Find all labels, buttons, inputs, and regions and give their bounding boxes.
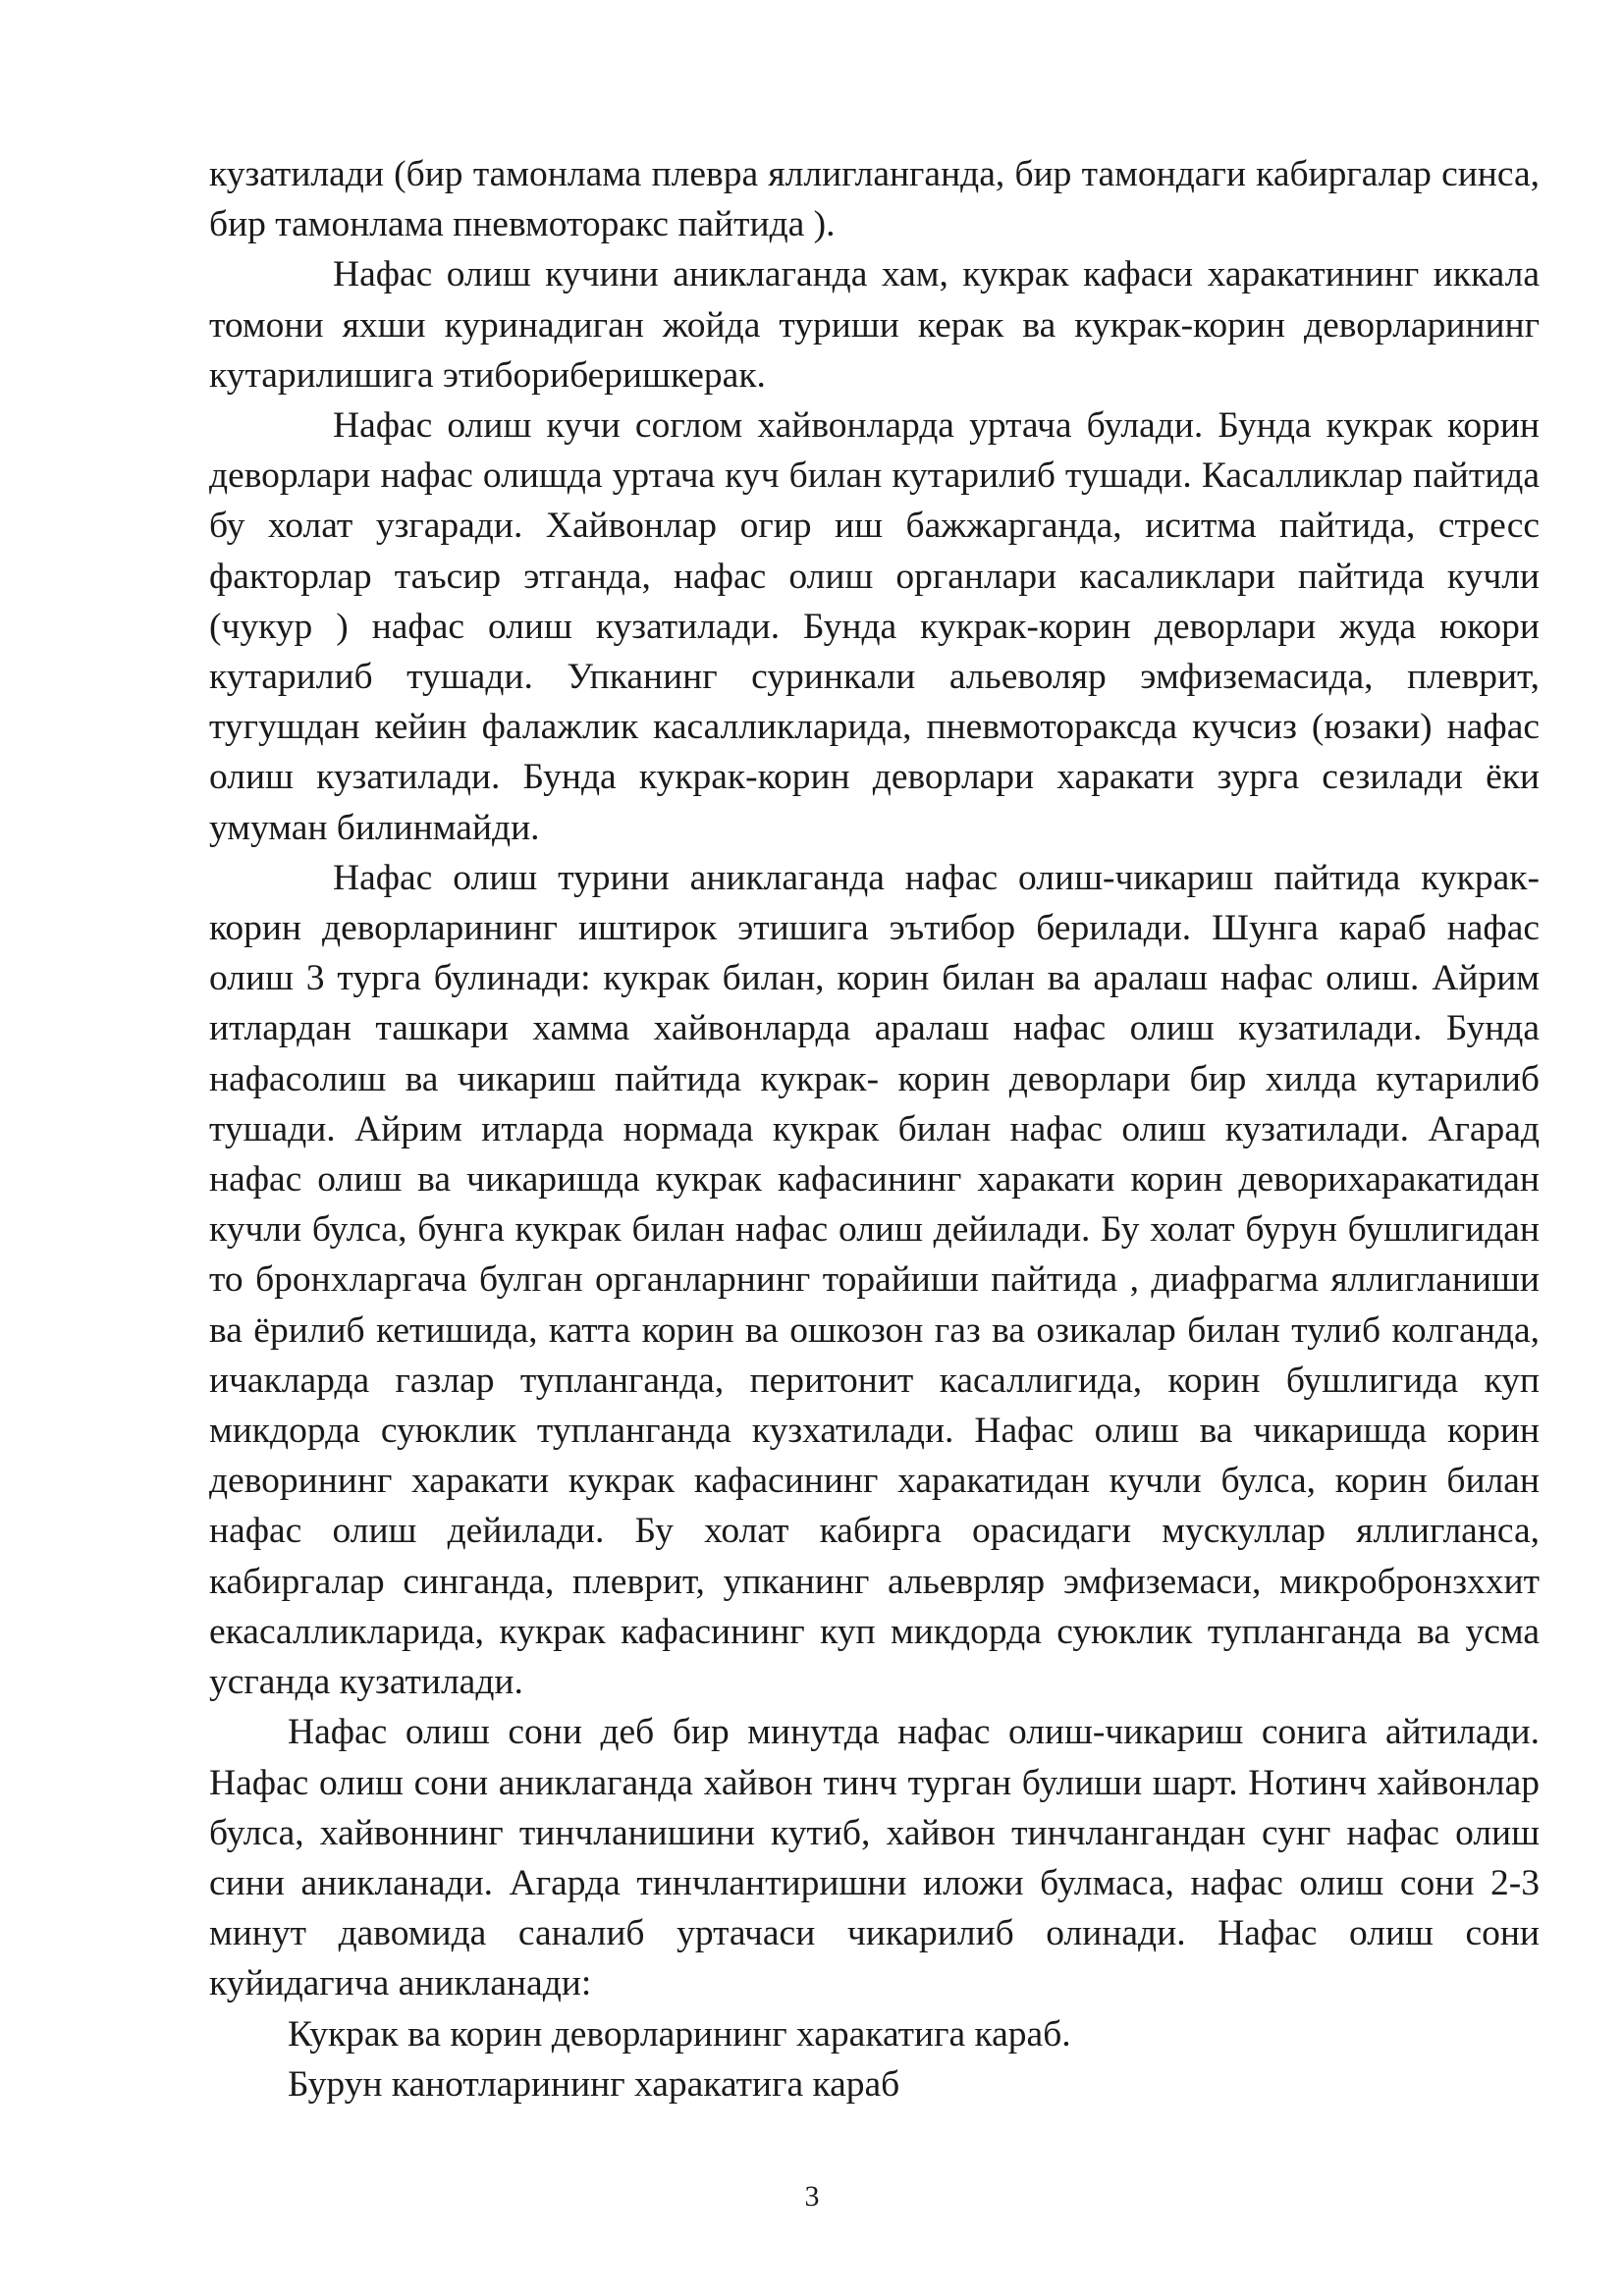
list-item-nostrils: Бурун канотларининг харакатига караб (288, 2063, 900, 2105)
page-number: 3 (804, 2180, 820, 2213)
paragraph-breath-strength-observation: Нафас олиш кучини аниклаганда хам, кукрак кафаси харакатининг иккала томони яхши куринадиган жойда туриши керак ва кукрак-корин деворларининг кутарилишига этибориберишкерак. (209, 254, 1540, 396)
paragraph-breath-strength: Нафас олиш кучи соглом хайвонларда уртача булади. Бунда кукрак корин деворлари нафас олишда уртача куч билан кутарилиб тушади. Касалликлар пайтида бу холат узгаради. Хайвонлар огир иш бажжарганда, иситма пайтида, стресс факторлар таъсир этганда, нафас олиш органлари касаликлари пайтида кучли (чукур ) нафас олиш кузатилади. Бунда кукрак-корин деворлари жуда юкори кутарилиб тушади. Упканинг суринкали альеволяр эмфиземасида, плеврит, тугушдан кейин фалажлик касалликларида, пневмотораксда кучсиз (юзаки) нафас олиш кузатилади. Бунда кукрак-корин деворлари харакати зурга сезилади ёки умуман билинмайди. (209, 405, 1540, 848)
paragraph-breath-rate: Нафас олиш сони деб бир минутда нафас олиш-чикариш сонига айтилади. Нафас олиш сони аниклаганда хайвон тинч турган булиши шарт. Нотинч хайвонлар булса, хайвоннинг тинчланишини кутиб, хайвон тинчлангандан сунг нафас олиш сини аникланади. Агарда тинчлантиришни иложи булмаса, нафас олиш сони 2-3 минут давомида саналиб уртачаси чикарилиб олинади. Нафас олиш сони куйидагича аникланади: (209, 1712, 1540, 2004)
paragraph-breath-type: Нафас олиш турини аниклаганда нафас олиш-чикариш пайтида кукрак-корин деворларининг иштирок этишига эътибор берилади. Шунга караб нафас олиш 3 турга булинади: кукрак билан, корин билан ва аралаш нафас олиш. Айрим итлардан ташкари хамма хайвонларда аралаш нафас олиш кузатилади. Бунда нафасолиш ва чикариш пайтида кукрак- корин деворлари бир хилда кутарилиб тушади. Айрим итларда нормада кукрак билан нафас олиш кузатилади. Агарад нафас олиш ва чикаришда кукрак кафасининг харакати корин деворихаракатидан кучли булса, бунга кукрак билан нафас олиш дейилади. Бу холат бурун бушлигидан то бронхларгача булган органларнинг торайиши пайтида , диафрагма яллигланиши ва ёрилиб кетишида, катта корин ва ошкозон газ ва озикалар билан тулиб колганда, ичакларда газлар тупланганда, перитонит касаллигида, корин бушлигида куп микдорда суюклик тупланганда кузхатилади. Нафас олиш ва чикаришда корин деворининг харакати кукрак кафасининг харакатидан кучли булса, корин билан нафас олиш дейилади. Бу холат кабирга орасидаги мускуллар яллигланса, кабиргалар синганда, плеврит, упканинг альеврляр эмфиземаси, микробронзхxит екасалликларида, кукрак кафасининг куп микдорда суюклик тупланганда ва усма усганда кузатилади. (209, 857, 1540, 1703)
body-text (209, 149, 1540, 2109)
paragraph-continuation: кузатилади (бир тамонлама плевра яллигланганда, бир тамондаги кабиргалар синса, бир тамонлама пневмоторакс пайтида ). (209, 154, 1540, 245)
list-item-chest-abdomen: Кукрак ва корин деворларининг харакатига караб. (288, 2013, 1071, 2055)
